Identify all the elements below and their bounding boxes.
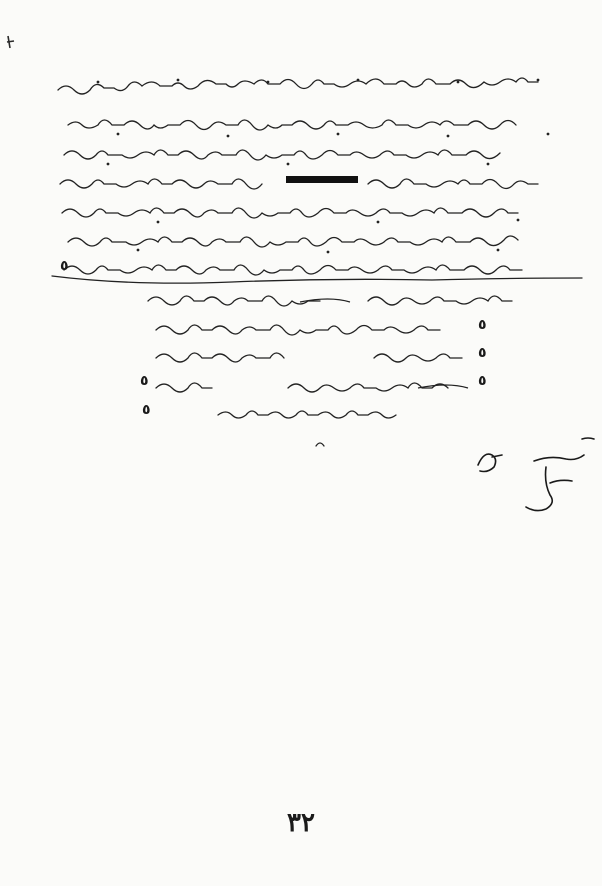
colophon-marker: ٥	[478, 317, 487, 333]
colophon-marker: ٥	[60, 258, 69, 274]
colophon-marker: ٥	[478, 345, 487, 361]
colophon-marker: ٥	[142, 402, 151, 418]
marginal-signature	[462, 425, 602, 515]
page-number: ٣٢	[287, 808, 315, 838]
colophon-marker: ٥	[478, 373, 487, 389]
ink-bar	[286, 176, 358, 183]
manuscript-text-block	[38, 70, 598, 450]
handwriting-strokes	[38, 70, 598, 450]
colophon-marker: ٥	[140, 373, 149, 389]
margin-mark-left	[6, 34, 20, 52]
